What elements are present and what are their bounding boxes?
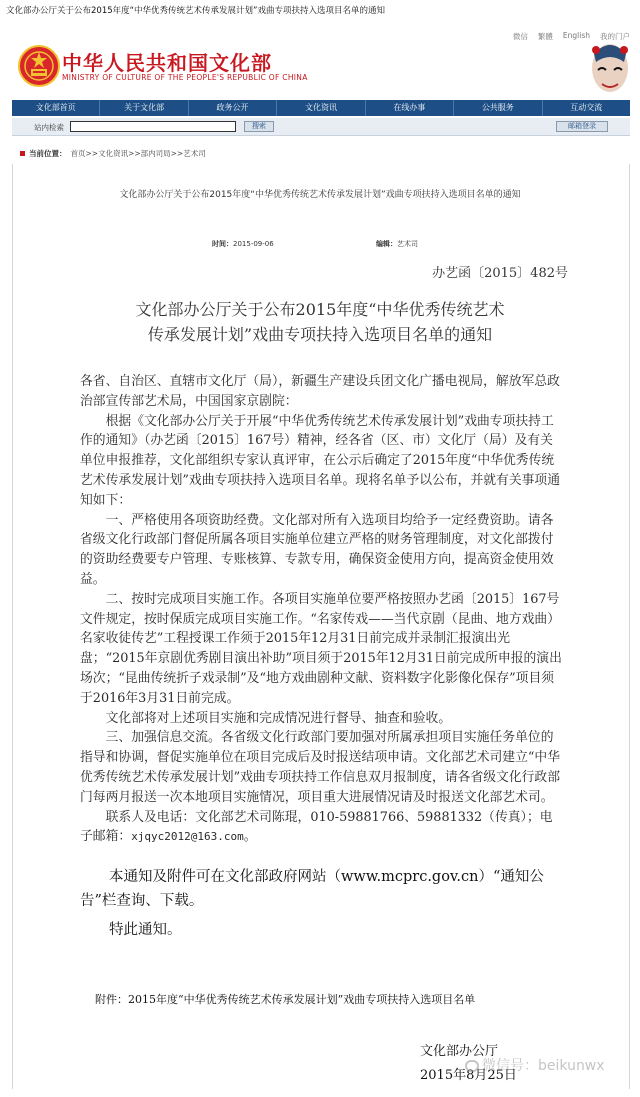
document-number: 办艺函〔2015〕482号	[432, 266, 568, 281]
contact-suffix: 。	[243, 829, 257, 845]
notice-section	[80, 865, 566, 942]
watermark-text: 微信号：beikunwx	[482, 1058, 605, 1074]
signer: 文化部办公厅	[420, 1044, 499, 1059]
search-input[interactable]	[70, 121, 236, 132]
breadcrumb-label: 当前位置：	[29, 149, 67, 158]
item-2: 二、按时完成项目实施工作。各项目实施单位要严格按照办艺函〔2015〕167号文件规定，按时保质完成项目实施工作。“名家传戏——当代京剧（昆曲、地方戏曲）名家收徒传艺”工程授课工作须于2015年12月31日前完成并录制汇报演出光盘；“2015年京剧优秀剧目演出补助”项目须于2015年12月31日前完成所申报的演出场次；“昆曲传统折子戏录制”及“地方戏曲剧种文献、资料数字化影像化保存”项目须于2016年3月31日前完成。	[80, 591, 562, 706]
nav-interaction[interactable]: 互动交流	[570, 103, 603, 112]
nav-about[interactable]: 关于文化部	[100, 100, 188, 116]
nav-public-services[interactable]: 公共服务	[454, 100, 542, 116]
signature-date: 2015年8月25日	[420, 1068, 517, 1083]
breadcrumb	[20, 148, 206, 159]
closing-phrase: 特此通知。	[109, 922, 182, 938]
top-link-traditional[interactable]: 繁體	[537, 32, 553, 41]
site-title[interactable]: 中华人民共和国文化部	[62, 51, 272, 75]
document-body	[80, 372, 562, 847]
national-emblem-icon	[18, 45, 60, 87]
article-title: 文化部办公厅关于公布2015年度“中华优秀传统艺术传承发展计划”戏曲专项扶持入选项目名单的通知	[119, 190, 521, 200]
contact-text: 联系人及电话：文化部艺术司陈琨，010-59881766、59881332（传真）；电子邮箱：	[80, 809, 553, 845]
article-time	[212, 239, 274, 249]
item-2b: 文化部将对上述项目实施和完成情况进行督导、抽查和验收。	[105, 710, 452, 726]
nav-home[interactable]: 文化部首页	[12, 100, 100, 116]
mail-login-button[interactable]: 邮箱登录	[556, 121, 608, 132]
nav-news[interactable]: 文化资讯	[277, 100, 365, 116]
top-link-english[interactable]: English	[562, 31, 590, 40]
site-header	[0, 40, 640, 98]
attachment-line[interactable]: 附件：2015年度“中华优秀传统艺术传承发展计划”戏曲专项扶持入选项目名单	[95, 993, 476, 1006]
document-title-line2: 传承发展计划”戏曲专项扶持入选项目名单的通知	[147, 325, 493, 344]
notice-paragraph: 本通知及附件可在文化部政府网站（www.mcprc.gov.cn）“通知公告”栏查询、下载。	[80, 869, 544, 909]
site-subtitle: MINISTRY OF CULTURE OF THE PEOPLE'S REPUBLIC OF CHINA	[62, 73, 308, 82]
top-link-portal[interactable]: 我的门户	[600, 32, 630, 41]
search-label: 站内检索	[34, 123, 64, 132]
contact-paragraph	[80, 808, 562, 848]
document-title-line1: 文化部办公厅关于公布2015年度“中华优秀传统艺术	[135, 300, 505, 319]
time-label: 时间：	[212, 240, 233, 248]
wechat-watermark	[465, 1055, 605, 1075]
time-value: 2015-09-06	[233, 240, 274, 248]
contact-email[interactable]: xjqyc2012@163.com	[131, 830, 244, 844]
item-1: 一、严格使用各项资助经费。文化部对所有入选项目均给予一定经费资助。请各省级文化行政部门督促所属各项目实施单位建立严格的财务管理制度，对文化部拨付的资助经费要专户管理、专账核算、专款专用，确保资金使用方向，提高资金使用效益。	[80, 512, 554, 587]
editor-label: 编辑：	[376, 240, 397, 248]
nav-services-online[interactable]: 在线办事	[366, 100, 454, 116]
main-nav	[12, 100, 630, 116]
nav-government[interactable]: 政务公开	[189, 100, 277, 116]
wechat-icon	[465, 1060, 479, 1072]
top-link-wechat[interactable]: 微信	[512, 32, 528, 41]
location-icon	[20, 151, 25, 156]
search-bar	[12, 118, 630, 136]
addressee: 各省、自治区、直辖市文化厅（局），新疆生产建设兵团文化广播电视局，解放军总政治部宣传部艺术局，中国国家京剧院：	[80, 374, 560, 409]
item-3: 三、加强信息交流。各省级文化行政部门要加强对所属承担项目实施任务单位的指导和协调，督促实施单位在项目完成后及时报送结项申请。文化部艺术司建立“中华优秀传统艺术传承发展计划”戏曲专项扶持工作信息双月报制度，请各省级文化行政部门每两月报送一次本地项目实施情况，项目重大进展情况请及时报送文化部艺术司。	[80, 730, 561, 805]
search-button[interactable]: 搜索	[244, 121, 274, 132]
document-title	[120, 297, 520, 347]
editor-value: 艺术司	[397, 240, 418, 248]
intro-paragraph: 根据《文化部办公厅关于开展“中华优秀传统艺术传承发展计划”戏曲专项扶持工作的通知》（办艺函〔2015〕167号）精神，经各省（区、市）文化厅（局）及有关单位申报推荐，文化部组织专家认真评审，在公示后确定了2015年度“中华优秀传统艺术传承发展计划”戏曲专项扶持入选项目名单。现将名单予以公布，并就有关事项通知如下：	[80, 413, 561, 508]
window-title: 文化部办公厅关于公布2015年度“中华优秀传统艺术传承发展计划”戏曲专项扶持入选项目名单的通知	[6, 6, 385, 16]
opera-mask-icon	[580, 40, 632, 96]
article-editor	[376, 239, 418, 249]
breadcrumb-path[interactable]: 首页>>文化资讯>>部内司局>>艺术司	[70, 149, 206, 158]
